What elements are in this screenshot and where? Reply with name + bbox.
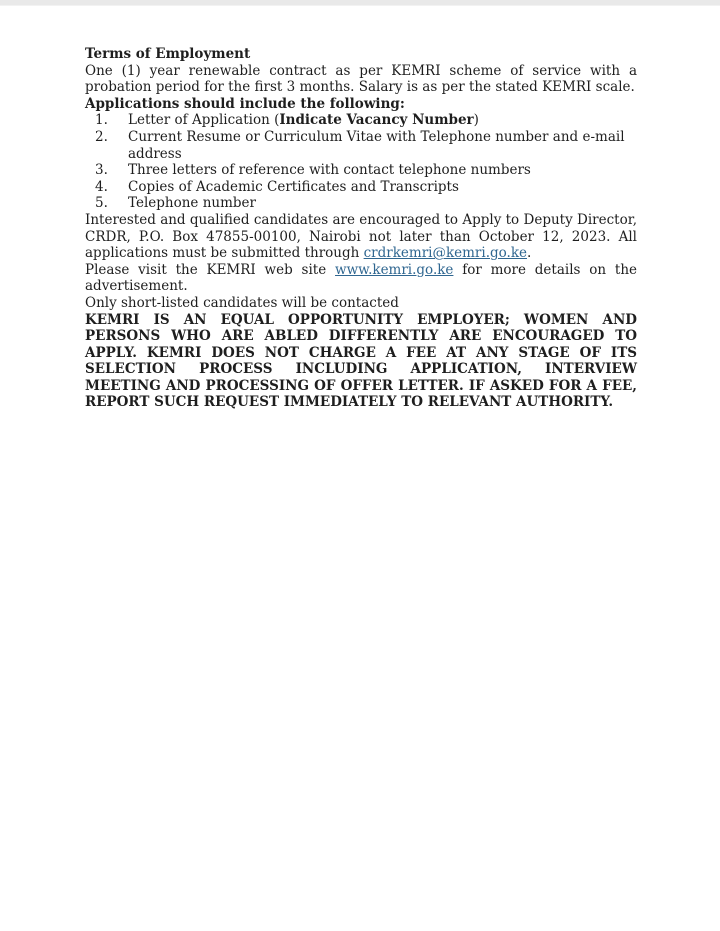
list-item-text: Copies of Academic Certificates and Transcripts [128, 178, 459, 195]
list-item [85, 179, 637, 196]
list-item [85, 129, 637, 162]
list-item [85, 162, 637, 179]
list-number: 2. [95, 128, 108, 145]
page-top-edge [0, 0, 720, 6]
list-item-text [128, 112, 637, 129]
list-number: 3. [95, 162, 108, 179]
apply-paragraph [85, 212, 637, 262]
apply-paragraph-text: Interested and qualified candidates are encouraged to Apply to Deputy Director, CRDR, P.O. Box 47855-00100, Nairobi not later than October 12, 2023. All applications must be submitted through [85, 211, 637, 262]
list-item [85, 195, 637, 212]
list-number: 4. [95, 178, 108, 195]
list-number: 5. [95, 195, 108, 212]
list-item1-pre: Letter of Application ( [128, 112, 280, 129]
list-item1-bold: Indicate Vacancy Number [279, 112, 474, 129]
shortlist-note: Only short-listed candidates will be contacted [85, 294, 399, 311]
applications-include-heading: Applications should include the following: [85, 95, 405, 112]
list-item1-post: ) [473, 112, 479, 129]
list-item [85, 112, 637, 129]
document-body [85, 46, 637, 411]
list-number: 1. [95, 112, 108, 129]
website-paragraph-tail: for more details on the advertisement. [85, 261, 637, 295]
website-paragraph-text: Please visit the KEMRI web site [85, 261, 336, 278]
email-link[interactable]: crdrkemri@kemri.go.ke [363, 245, 527, 262]
terms-of-employment-paragraph: One (1) year renewable contract as per KEMRI scheme of service with a probation period for the first 3 months. Salary is as per the stated KEMRI scale. [85, 62, 637, 96]
equal-opportunity-statement: KEMRI IS AN EQUAL OPPORTUNITY EMPLOYER; WOMEN AND PERSONS WHO ARE ABLED DIFFERENTLY ARE ENCOURAGED TO APPLY. KEMRI DOES NOT CHARGE A FEE AT ANY STAGE OF ITS SELECTION PROCESS INCLUDING APPLICATION, INTERVIEW MEETING AND PROCESSING OF OFFER LETTER. IF ASKED FOR A FEE, REPORT SUCH REQUEST IMMEDIATELY TO RELEVANT AUTHORITY. [85, 311, 637, 411]
applications-list [85, 112, 637, 212]
list-item-text: Three letters of reference with contact telephone numbers [128, 162, 531, 179]
terms-of-employment-heading: Terms of Employment [85, 46, 251, 62]
website-link[interactable]: www.kemri.go.ke [335, 261, 454, 278]
list-item-text: Current Resume or Curriculum Vitae with Telephone number and e-mail address [128, 128, 625, 162]
website-paragraph [85, 262, 637, 295]
list-item-text: Telephone number [128, 195, 256, 212]
apply-paragraph-period: . [527, 245, 532, 262]
